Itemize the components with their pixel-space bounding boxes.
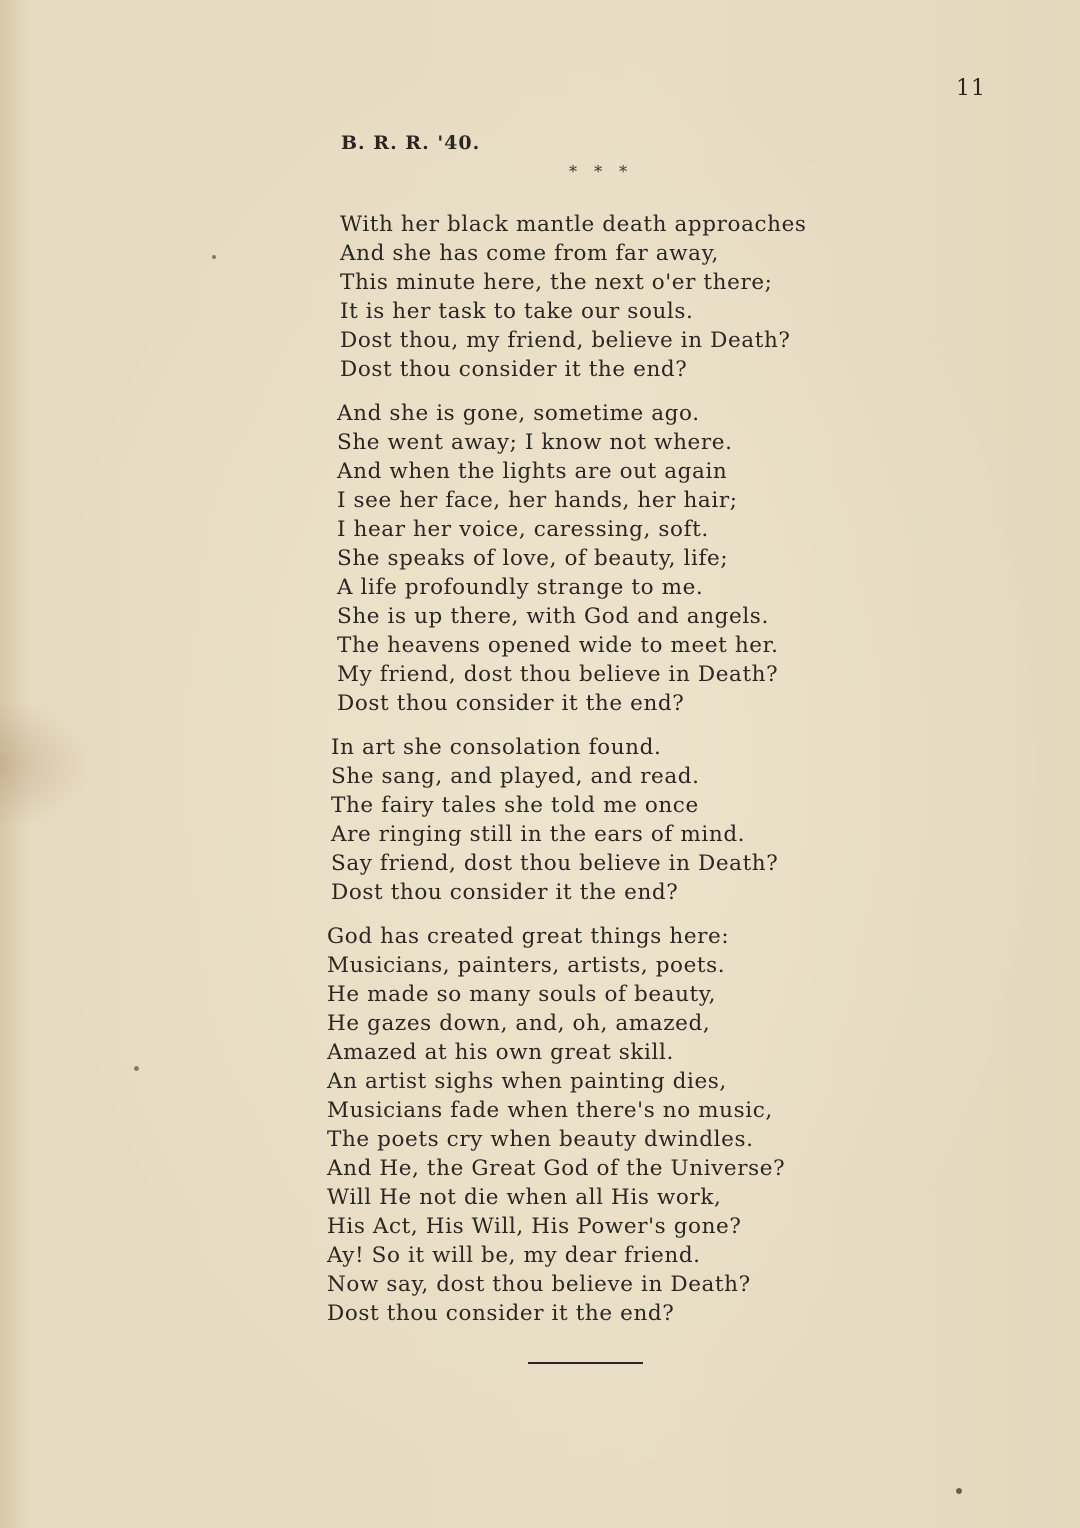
poem-line: And she has come from far away, xyxy=(340,241,719,266)
poem-line: She sang, and played, and read. xyxy=(331,764,700,789)
poem-line: The heavens opened wide to meet her. xyxy=(337,633,779,658)
poem-line: His Act, His Will, His Power's gone? xyxy=(327,1214,742,1239)
poem-line: A life profoundly strange to me. xyxy=(337,575,704,600)
poem-line: He made so many souls of beauty, xyxy=(327,982,717,1007)
poem-line: And she is gone, sometime ago. xyxy=(337,401,700,426)
poem-line: With her black mantle death approaches xyxy=(340,212,807,237)
poem-line: Dost thou, my friend, believe in Death? xyxy=(340,328,791,353)
poem-line: God has created great things here: xyxy=(327,924,730,949)
paper-speck xyxy=(956,1488,962,1494)
poem-line: Dost thou consider it the end? xyxy=(331,880,679,905)
stanza xyxy=(331,733,807,907)
stanza xyxy=(337,399,807,718)
poem-line: I hear her voice, caressing, soft. xyxy=(337,517,709,542)
poem-line: Now say, dost thou believe in Death? xyxy=(327,1272,751,1297)
section-separator: * * * xyxy=(569,162,634,181)
poem-line: She went away; I know not where. xyxy=(337,430,733,455)
paper-speck xyxy=(134,1066,139,1071)
page-number: 11 xyxy=(956,76,986,101)
poem-line: Ay! So it will be, my dear friend. xyxy=(327,1243,701,1268)
stanza xyxy=(340,210,807,384)
poem-line: This minute here, the next o'er there; xyxy=(340,270,773,295)
poem-line: My friend, dost thou believe in Death? xyxy=(337,662,779,687)
poem-line: An artist sighs when painting dies, xyxy=(327,1069,727,1094)
author-byline: B. R. R. '40. xyxy=(341,132,481,154)
poem-line: In art she consolation found. xyxy=(331,735,662,760)
poem-line: The poets cry when beauty dwindles. xyxy=(327,1127,754,1152)
poem-line: And when the lights are out again xyxy=(337,459,728,484)
poem-line: Musicians, painters, artists, poets. xyxy=(327,953,726,978)
poem-line: Dost thou consider it the end? xyxy=(337,691,685,716)
poem-line: Are ringing still in the ears of mind. xyxy=(331,822,746,847)
poem-line: The fairy tales she told me once xyxy=(331,793,699,818)
paper-speck xyxy=(212,255,216,259)
poem-line: I see her face, her hands, her hair; xyxy=(337,488,738,513)
poem-body xyxy=(327,210,807,1343)
poem-line: Musicians fade when there's no music, xyxy=(327,1098,773,1123)
poem-line: Amazed at his own great skill. xyxy=(327,1040,674,1065)
poem-line: She speaks of love, of beauty, life; xyxy=(337,546,729,571)
poem-line: He gazes down, and, oh, amazed, xyxy=(327,1011,711,1036)
poem-line: She is up there, with God and angels. xyxy=(337,604,769,629)
poem-line: Say friend, dost thou believe in Death? xyxy=(331,851,779,876)
poem-line: Will He not die when all His work, xyxy=(327,1185,722,1210)
poem-line: Dost thou consider it the end? xyxy=(327,1301,675,1326)
poem-line: Dost thou consider it the end? xyxy=(340,357,688,382)
closing-rule xyxy=(528,1362,643,1364)
poem-line: And He, the Great God of the Universe? xyxy=(327,1156,786,1181)
poem-line: It is her task to take our souls. xyxy=(340,299,694,324)
stanza xyxy=(327,922,807,1328)
